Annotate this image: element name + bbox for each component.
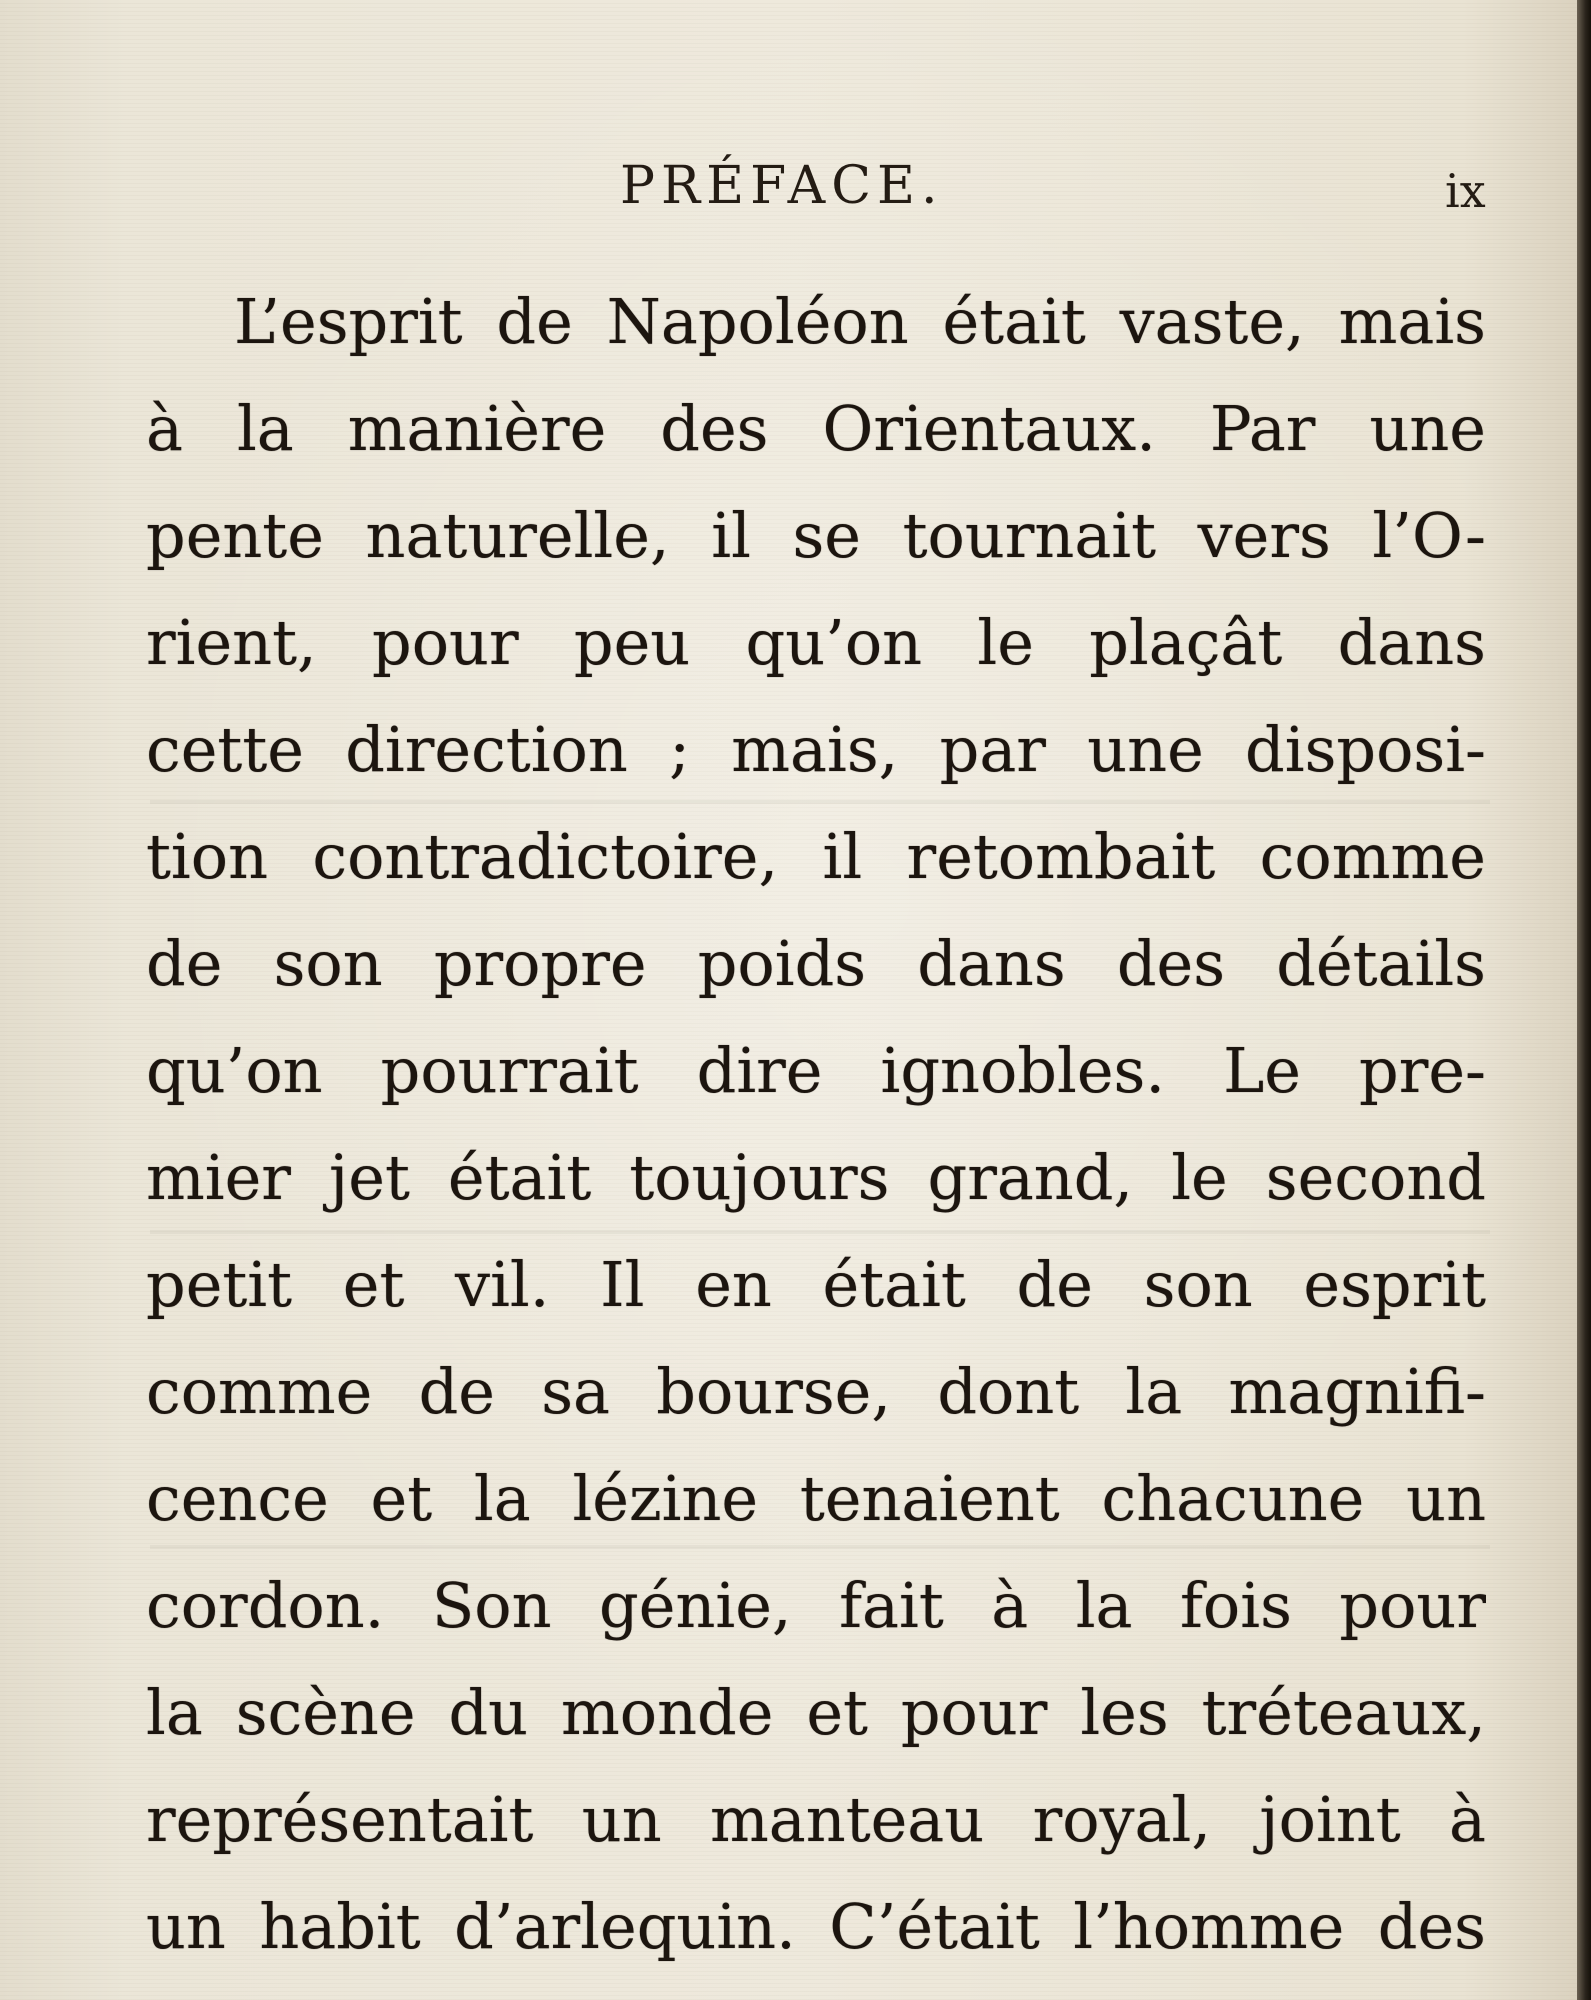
text-line: de son propre poids dans des détails (146, 927, 1486, 1000)
scan-edge (1577, 0, 1591, 2000)
text-line: à la manière des Orientaux. Par une (146, 392, 1486, 465)
text-line: la scène du monde et pour les tréteaux, (146, 1676, 1486, 1749)
text-line: L’esprit de Napoléon était vaste, mais (234, 285, 1486, 358)
text-line: qu’on pourrait dire ignobles. Le pre- (146, 1034, 1486, 1107)
text-line: rient, pour peu qu’on le plaçât dans (146, 606, 1486, 679)
text-line: mier jet était toujours grand, le second (146, 1141, 1486, 1214)
text-line: petit et vil. Il en était de son esprit (146, 1248, 1486, 1321)
text-line: comme de sa bourse, dont la magnifi- (146, 1355, 1486, 1428)
text-line: cette direction ; mais, par une disposi- (146, 713, 1486, 786)
text-line: cordon. Son génie, fait à la fois pour (146, 1569, 1486, 1642)
text-line: représentait un manteau royal, joint à (146, 1783, 1486, 1856)
running-head-title: PRÉFACE. (620, 156, 944, 216)
text-line: tion contradictoire, il retombait comme (146, 820, 1486, 893)
preface-paragraph (146, 268, 1486, 1980)
text-line: pente naturelle, il se tournait vers l’O- (146, 499, 1486, 572)
page-number: ix (1445, 164, 1486, 218)
text-line: cence et la lézine tenaient chacune un (146, 1462, 1486, 1535)
text-line: un habit d’arlequin. C’était l’homme des (146, 1890, 1486, 1963)
